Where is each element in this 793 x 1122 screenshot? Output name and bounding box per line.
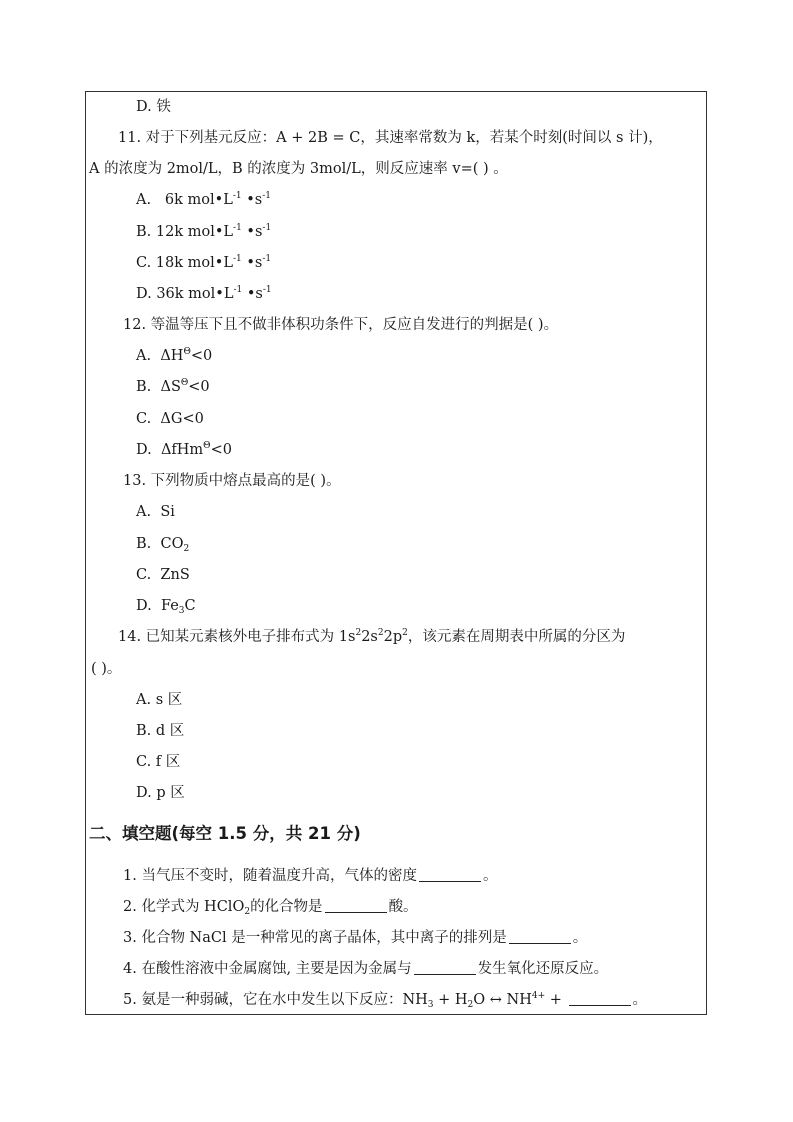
q12-option-d[interactable] <box>136 440 232 460</box>
item-text: 。 <box>632 992 648 1008</box>
superscript: 2 <box>377 628 384 638</box>
q13-number: 13. <box>123 473 147 489</box>
item-text: + H <box>433 992 468 1008</box>
option-unit: •s <box>241 255 263 271</box>
answer-blank[interactable] <box>569 991 631 1006</box>
option-value: ΔH <box>160 348 184 364</box>
option-label: C. <box>136 255 152 271</box>
fill-item-3 <box>123 928 587 948</box>
exponent: -1 <box>262 254 272 264</box>
subscript: 3 <box>427 1000 434 1010</box>
q14-number: 14. <box>118 629 142 645</box>
option-label: A. <box>136 348 152 364</box>
q11-option-c[interactable] <box>136 253 271 273</box>
superscript: 2 <box>355 628 362 638</box>
answer-blank[interactable] <box>325 898 387 913</box>
exponent: -1 <box>262 285 272 295</box>
option-value: p 区 <box>156 785 185 801</box>
item-text: 。 <box>482 868 498 884</box>
option-value: <0 <box>190 348 213 364</box>
item-number: 4. <box>123 961 137 977</box>
q11-number: 11. <box>118 130 142 146</box>
option-unit: •s <box>241 192 263 208</box>
option-value: ΔS <box>160 379 181 395</box>
option-label: A. <box>136 192 152 208</box>
option-value: Fe <box>160 598 179 614</box>
subscript: 2 <box>244 907 251 917</box>
item-text: 酸。 <box>388 899 418 915</box>
option-value: ZnS <box>160 567 190 583</box>
item-number: 3. <box>123 930 137 946</box>
option-value: CO <box>160 536 184 552</box>
option-unit: •s <box>242 286 263 302</box>
item-text: O ↔ NH <box>473 992 532 1008</box>
q13-option-c[interactable] <box>136 565 190 585</box>
section2-title: 二、填空题(每空 1.5 分，共 21 分) <box>89 824 361 843</box>
option-label: A. <box>136 692 152 708</box>
q12-stem-text: 等温等压下且不做非体积功条件下，反应自发进行的判据是( )。 <box>150 317 559 333</box>
standard-state-symbol: Θ <box>180 378 189 388</box>
exponent: -1 <box>233 285 243 295</box>
item-text: 当气压不变时，随着温度升高，气体的密度 <box>141 868 417 884</box>
option-value: <0 <box>182 411 204 427</box>
q14-option-b[interactable] <box>136 721 184 741</box>
exponent: -1 <box>262 223 272 233</box>
q11-stem-line1 <box>118 128 663 148</box>
q13-option-b[interactable] <box>136 534 189 554</box>
q13-option-a[interactable] <box>136 502 175 522</box>
option-label: D. <box>136 785 152 801</box>
option-value: 36k mol•L <box>156 286 234 302</box>
option-label: B. <box>136 379 152 395</box>
exponent: -1 <box>232 254 242 264</box>
standard-state-symbol: Θ <box>203 441 211 451</box>
option-label: C. <box>136 754 152 770</box>
option-value: f 区 <box>155 754 181 770</box>
q14-stem-text: 已知某元素核外电子排布式为 <box>145 629 339 645</box>
q14-option-a[interactable] <box>136 690 182 710</box>
electron-config: 2s <box>361 629 378 645</box>
item-text: 发生氧化还原反应。 <box>477 961 609 977</box>
option-value: <0 <box>188 379 210 395</box>
q10-option-d: D. 铁 <box>136 99 171 115</box>
item-number: 2. <box>123 899 137 915</box>
option-value: C <box>184 598 196 614</box>
q12-option-c[interactable] <box>136 409 204 429</box>
item-text: 氨是一种弱碱，它在水中发生以下反应：NH <box>141 992 428 1008</box>
electron-config: 1s <box>338 629 356 645</box>
subscript: 2 <box>467 1000 474 1010</box>
q13-stem-text: 下列物质中熔点最高的是( )。 <box>150 473 341 489</box>
item-text: 在酸性溶液中金属腐蚀, 主要是因为金属与 <box>141 961 412 977</box>
option-label: B. <box>136 224 152 240</box>
option-label: B. <box>136 723 152 739</box>
option-label: D. <box>136 286 152 302</box>
option-value: 18k mol•L <box>155 255 233 271</box>
option-value: ΔfHm <box>160 442 204 458</box>
item-number: 5. <box>123 992 137 1008</box>
fill-item-2 <box>123 897 418 917</box>
q11-option-b[interactable] <box>136 222 271 242</box>
q14-option-d[interactable] <box>136 783 185 803</box>
option-value: 12k mol•L <box>155 224 234 240</box>
option-value: ΔG <box>160 411 183 427</box>
option-value: 6k mol•L <box>160 192 233 208</box>
standard-state-symbol: Θ <box>183 347 191 357</box>
q12-option-b[interactable] <box>136 377 210 397</box>
q13-option-d[interactable] <box>136 596 196 616</box>
superscript: 4+ <box>531 991 546 1001</box>
q12-number: 12. <box>123 317 147 333</box>
item-number: 1. <box>123 868 137 884</box>
item-text: 化合物 NaCl 是一种常见的离子晶体，其中离子的排列是 <box>141 930 507 946</box>
q11-stem-line2: A 的浓度为 2mol/L，B 的浓度为 3mol/L，则反应速率 v=( ) 。 <box>89 161 508 177</box>
q12-stem <box>123 315 558 335</box>
option-label: C. <box>136 411 152 427</box>
option-value: <0 <box>210 442 232 458</box>
q14-stem-line2: ( )。 <box>91 661 122 677</box>
fill-item-5 <box>123 990 647 1010</box>
q14-option-c[interactable] <box>136 752 180 772</box>
option-label: D. <box>136 598 152 614</box>
exponent: -1 <box>262 191 272 201</box>
item-text: + <box>545 992 567 1008</box>
subscript: 2 <box>183 544 190 554</box>
q14-stem-text: ，该元素在周期表中所属的分区为 <box>407 629 626 645</box>
option-value: Si <box>160 504 175 520</box>
subscript: 3 <box>178 606 185 616</box>
answer-blank[interactable] <box>414 960 476 975</box>
option-label: D. <box>136 442 152 458</box>
item-text: 。 <box>572 930 588 946</box>
superscript: 2 <box>402 628 408 638</box>
option-value: s 区 <box>155 692 183 708</box>
item-text: 的化合物是 <box>250 899 323 915</box>
answer-blank[interactable] <box>419 867 481 882</box>
option-unit: •s <box>241 224 263 240</box>
q12-option-a[interactable] <box>136 346 212 366</box>
electron-config: 2p <box>383 629 403 645</box>
exponent: -1 <box>232 191 242 201</box>
q13-stem <box>123 471 341 491</box>
q11-option-a[interactable] <box>136 190 271 210</box>
fill-item-1 <box>123 866 497 886</box>
item-text: 化学式为 HClO <box>141 899 245 915</box>
option-label: A. <box>136 504 152 520</box>
option-label: B. <box>136 536 152 552</box>
q11-stem-text: 对于下列基元反应：A + 2B = C，其速率常数为 k，若某个时刻(时间以 s 计)， <box>145 130 663 146</box>
option-value: d 区 <box>155 723 185 739</box>
answer-blank[interactable] <box>509 929 571 944</box>
exponent: -1 <box>233 223 242 233</box>
q11-option-d[interactable] <box>136 284 272 304</box>
option-label: C. <box>136 567 152 583</box>
fill-item-4 <box>123 959 608 979</box>
q14-stem-line1 <box>118 627 625 647</box>
